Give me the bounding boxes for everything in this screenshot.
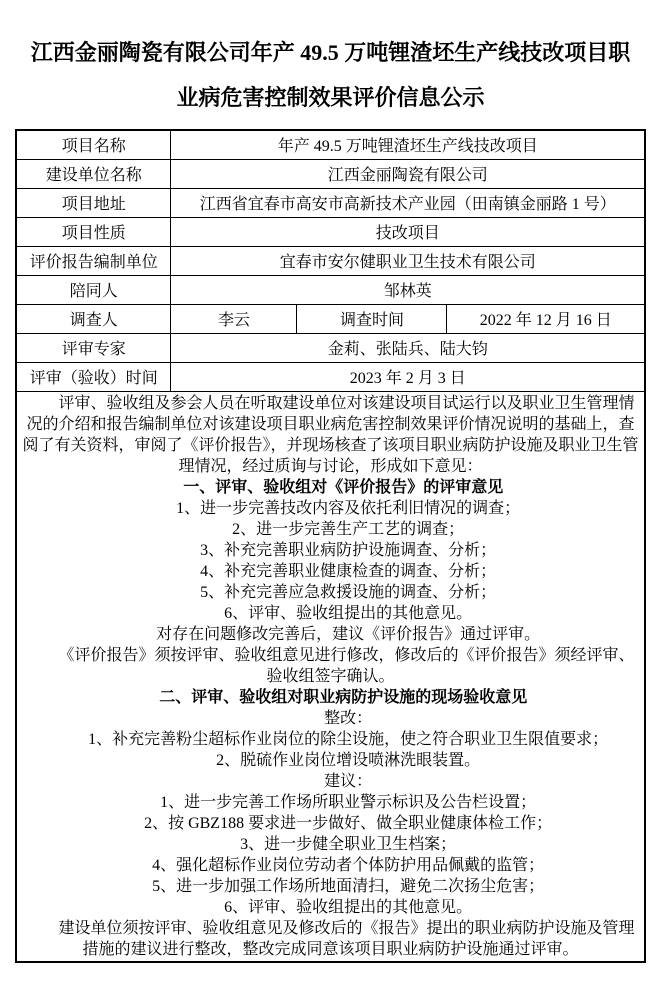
notice-paragraph: 5、进一步加强工作场所地面清扫，避免二次扬尘危害； (152, 877, 545, 895)
notice-paragraph: 6、评审、验收组提出的其他意见。 (224, 604, 473, 622)
field-label: 调查时间 (297, 304, 447, 333)
notice-paragraph: 5、补充完善应急救援设施的调查、分析； (200, 583, 497, 601)
field-label: 项目性质 (16, 217, 171, 246)
field-value: 2022 年 12 月 16 日 (447, 304, 645, 333)
field-label: 评审专家 (16, 333, 171, 362)
table-row (16, 275, 645, 304)
field-value: 金莉、张陆兵、陆大钧 (171, 333, 645, 362)
table-row (16, 362, 645, 391)
field-value: 宜春市安尔健职业卫生技术有限公司 (171, 246, 645, 275)
table-row (16, 246, 645, 275)
notice-paragraph: 2、按 GBZ188 要求进一步做好、做全职业健康体检工作； (144, 814, 553, 832)
field-label: 评价报告编制单位 (16, 246, 171, 275)
notice-paragraph: 6、评审、验收组提出的其他意见。 (224, 898, 473, 916)
notice-paragraph: 4、补充完善职业健康检查的调查、分析； (200, 562, 497, 580)
notice-paragraph: 对存在问题修改完善后，建议《评价报告》通过评审。 (156, 625, 541, 643)
table-row (16, 159, 645, 188)
field-label: 陪同人 (16, 275, 171, 304)
field-value: 江西省宜春市高安市高新技术产业园（田南镇金丽路 1 号） (171, 188, 645, 217)
table-row (16, 130, 645, 159)
notice-paragraph: 《评价报告》须按评审、验收组意见进行修改，修改后的《评价报告》须经评审、验收组签字确认。 (58, 646, 635, 685)
field-label: 项目地址 (16, 188, 171, 217)
notice-paragraph: 1、进一步完善工作场所职业警示标识及公告栏设置； (160, 793, 537, 811)
opinion-cell (16, 391, 645, 962)
notice-paragraph: 3、进一步健全职业卫生档案； (240, 835, 457, 853)
notice-paragraph: 整改： (324, 709, 373, 727)
field-label: 建设单位名称 (16, 159, 171, 188)
notice-paragraph: 建议： (324, 772, 373, 790)
field-value: 年产 49.5 万吨锂渣坯生产线技改项目 (171, 130, 645, 159)
table-row (16, 217, 645, 246)
notice-paragraph: 2、脱硫作业岗位增设喷淋洗眼装置。 (216, 751, 481, 769)
document-title: 江西金丽陶瓷有限公司年产 49.5 万吨锂渣坯生产线技改项目职业病危害控制效果评价信息公示 (30, 40, 631, 110)
field-label: 项目名称 (16, 130, 171, 159)
notice-paragraph: 一、评审、验收组对《评价报告》的评审意见 (183, 478, 504, 496)
field-value: 2023 年 2 月 3 日 (171, 362, 645, 391)
notice-paragraph: 3、补充完善职业病防护设施调查、分析； (200, 541, 497, 559)
table-row (16, 333, 645, 362)
field-label: 评审（验收）时间 (16, 362, 171, 391)
notice-paragraph: 评审、验收组及参会人员在听取建设单位对该建设项目试运行以及职业卫生管理情况的介绍和报告编制单位对该建设项目职业病危害控制效果评价情况说明的基础上，查阅了有关资料，审阅了《评价报告》，并现场核查了该项目职业病防护设施及职业卫生管理情况，经过质询与讨论，形成如下意见： (22, 394, 639, 475)
field-value: 江西金丽陶瓷有限公司 (171, 159, 645, 188)
field-value: 技改项目 (171, 217, 645, 246)
table-row (16, 391, 645, 962)
notice-paragraph: 4、强化超标作业岗位劳动者个体防护用品佩戴的监管； (152, 856, 545, 874)
table-row (16, 304, 645, 333)
field-value: 邹林英 (171, 275, 645, 304)
field-label: 调查人 (16, 304, 171, 333)
field-value: 李云 (171, 304, 297, 333)
notice-paragraph: 2、进一步完善生产工艺的调查； (232, 520, 465, 538)
info-table (15, 129, 646, 963)
notice-paragraph: 建设单位须按评审、验收组意见及修改后的《报告》提出的职业病防护设施及管理措施的建议进行整改，整改完成同意该项目职业病防护设施通过评审。 (58, 919, 635, 958)
notice-paragraph: 二、评审、验收组对职业病防护设施的现场验收意见 (159, 688, 528, 706)
notice-paragraph: 1、补充完善粉尘超标作业岗位的除尘设施，使之符合职业卫生限值要求； (88, 730, 609, 748)
table-row (16, 188, 645, 217)
notice-paragraph: 1、进一步完善技改内容及依托利旧情况的调查； (176, 499, 521, 517)
